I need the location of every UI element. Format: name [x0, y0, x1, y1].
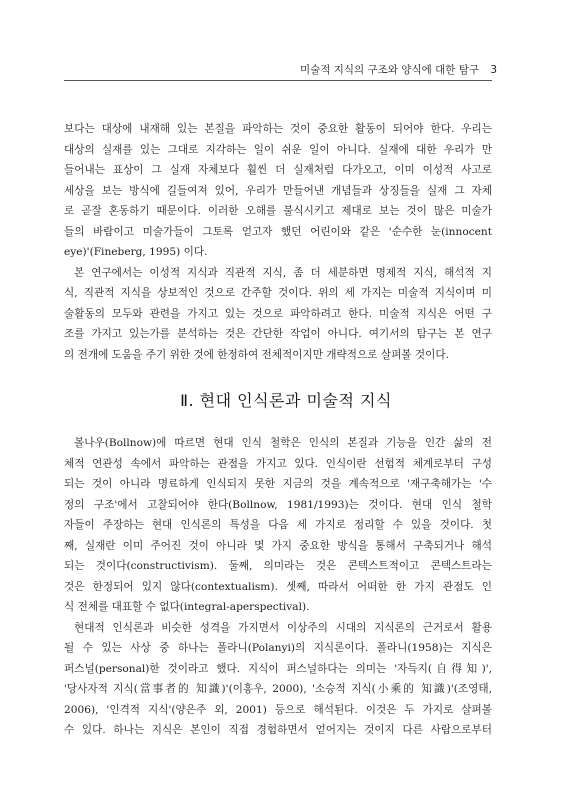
text-line: 술활동의 모두와 관련을 가지고 있는 것으로 파악하려고 한다. 미술적 지식은 어떤 구	[64, 307, 492, 320]
text-line: 식, 직관적 지식을 상보적인 것으로 간주할 것이다. 위의 세 가지는 미술적 지식이며 미	[64, 287, 492, 299]
header-rule	[64, 80, 492, 81]
page-number: 3	[490, 64, 498, 76]
intro-text	[64, 119, 492, 365]
section-heading: Ⅱ. 현대 인식론과 미술적 지식	[180, 391, 392, 410]
text-line: 세상을 보는 방식에 길들여져 있어, 우리가 만들어낸 개념들과 상징들을 실재 그 자체	[64, 184, 492, 197]
running-header-title: 미술적 지식의 구조와 양식에 대한 탐구	[300, 64, 479, 76]
text-line: 되는 것이다(constructivism). 둘째, 의미라는 것은 콘텍스트적이고 콘텍스트라는	[64, 560, 492, 572]
running-header	[300, 62, 498, 77]
text-line: 조를 가지고 있는가를 분석하는 것은 간단한 작업이 아니다. 여기서의 탐구는 본 연구	[64, 328, 492, 340]
text-line: 것은 한정되어 있지 않다(contextualism). 셋째, 따라서 어떠한 한 가지 관점도 인	[64, 580, 492, 593]
text-line: 들의 바람이고 미술가들이 그토록 얻고자 했던 어린이와 같은 '순수한 눈(innocent	[64, 225, 492, 238]
text-line: '당사자적 지식(當事者的 知識)'(이홍우, 2000), '소승적 지식(小乘的 知識)'(조영태,	[64, 683, 492, 695]
text-line: 대상의 실재를 있는 그대로 지각하는 일이 쉬운 일이 아니다. 실재에 대한 우리가 만	[64, 143, 492, 156]
text-line: 현대적 인식론과 비슷한 성격을 가지면서 이상주의 시대의 지식론의 근거로서 활용	[74, 621, 492, 634]
text-line: 로 곧잘 혼동하기 때문이다. 이러한 오해를 불식시키고 제대로 보는 것이 많은 미술가	[64, 205, 492, 217]
text-line: 보다는 대상에 내재해 있는 본질을 파악하는 것이 중요한 활동이 되어야 한다. 우리는	[64, 123, 492, 135]
text-line: 째, 실재란 이미 주어진 것이 아니라 몇 가지 중요한 방식을 통해서 구축되거나 해석	[64, 539, 492, 552]
text-line: 수 있다. 하나는 지식은 본인이 직접 경험하면서 얻어지는 것이지 다른 사람으로부터	[64, 724, 492, 736]
text-line: 식 전체를 대표할 수 없다(integral-aperspectival).	[64, 601, 310, 613]
text-line: 의 전개에 도움을 주기 위한 것에 한정하여 전체적이지만 개략적으로 살펴볼 것이다.	[64, 348, 449, 361]
text-line: 되는 것이 아니라 명료하게 인식되지 못한 지금의 것을 계속적으로 '재구축해가는 '수	[64, 478, 492, 490]
body-text	[64, 433, 492, 741]
text-line: eye)'(Fineberg, 1995) 이다.	[64, 246, 208, 258]
text-line: 들어내는 표상이 그 실재 자체보다 훨씬 더 실재처럼 다가오고, 이미 이성적 사고로	[64, 164, 492, 176]
text-line: 자들이 주장하는 현대 인식론의 특성을 다음 세 가지로 정리할 수 있을 것이다. 첫	[64, 519, 492, 531]
text-line: 볼나우(Bollnow)에 따르면 현대 인식 철학은 인식의 본질과 기능을 인간 삶의 전	[74, 437, 492, 449]
text-line: 체적 연관성 속에서 파악하는 관점을 가지고 있다. 인식이란 선험적 체계로부터 구성	[64, 457, 492, 470]
text-line: 본 연구에서는 이성적 지식과 직관적 지식, 좀 더 세분하면 명제적 지식, 해석적 지	[74, 266, 492, 279]
text-line: 퍼스널(personal)한 것이라고 했다. 지식이 퍼스널하다는 의미는 '자득지(自得知)',	[64, 662, 492, 675]
text-line: 될 수 있는 사상 중 하나는 폴라니(Polanyi)의 지식론이다. 폴라니(1958)는 지식은	[64, 642, 492, 654]
text-line: 정의 구조'에서 고찰되어야 한다(Bollnow, 1981/1993)는 것이다. 현대 인식 철학	[64, 498, 492, 511]
text-line: 2006), '인격적 지식'(양은주 외, 2001) 등으로 해석된다. 이것은 두 가지로 살펴볼	[64, 703, 492, 716]
